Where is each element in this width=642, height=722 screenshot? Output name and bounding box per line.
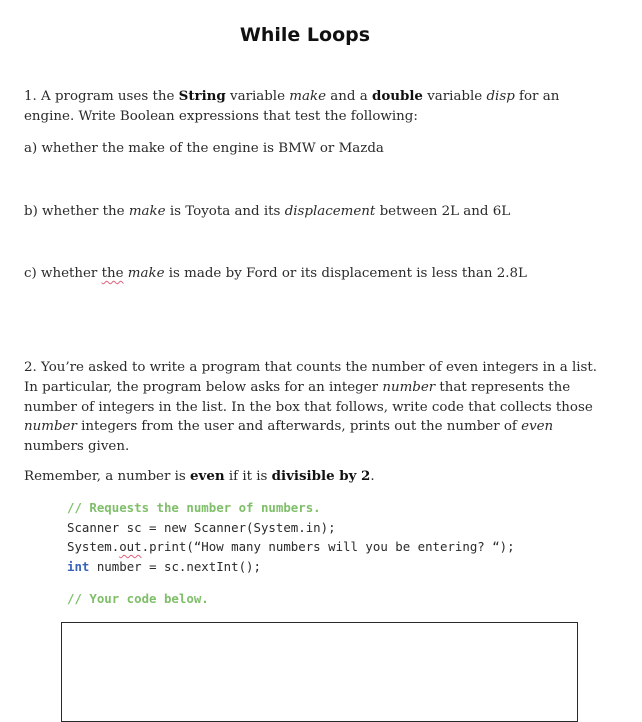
- code-comment: // Requests the number of numbers.: [67, 500, 321, 515]
- code-line: Scanner sc = new Scanner(System.in);: [67, 519, 336, 535]
- question-1b: b) whether the make is Toyota and its displacement between 2L and 6L: [24, 204, 511, 219]
- question-1-text: 1. A program uses the String variable make and a double variable disp for an engine. Write Boolean expressions that test the following:: [24, 88, 560, 124]
- question-1a: a) whether the make of the engine is BMW or Mazda: [24, 141, 384, 156]
- disp-variable: disp: [486, 89, 515, 104]
- reminder-text: Remember, a number is even if it is divisible by 2.: [24, 468, 375, 484]
- double-keyword: double: [371, 88, 423, 104]
- code-keyword: int: [67, 558, 90, 574]
- spellcheck-underline: the: [101, 266, 124, 281]
- your-code-comment: // Your code below.: [67, 591, 209, 606]
- spellcheck-underline: out: [119, 539, 142, 555]
- question-2-text: 2. You’re asked to write a program that counts the number of even integers in a list. In particular, the program below asks for an integer number that represents the number of integers in the list. In the box that follows, write code that collects those number integers from the user and afterwards, prints out the number of even numbers given.: [24, 360, 598, 455]
- make-variable: make: [289, 89, 327, 104]
- string-keyword: String: [178, 88, 226, 104]
- question-1c: c) whether the make is made by Ford or its displacement is less than 2.8L: [24, 266, 527, 281]
- page-title: While Loops: [239, 24, 371, 46]
- code-snippet: // Requests the number of numbers. Scanner sc = new Scanner(System.in); System.out.print(“How many numbers will you be entering? “); int number = sc.nextInt();: [67, 500, 515, 574]
- answer-box[interactable]: [61, 622, 578, 722]
